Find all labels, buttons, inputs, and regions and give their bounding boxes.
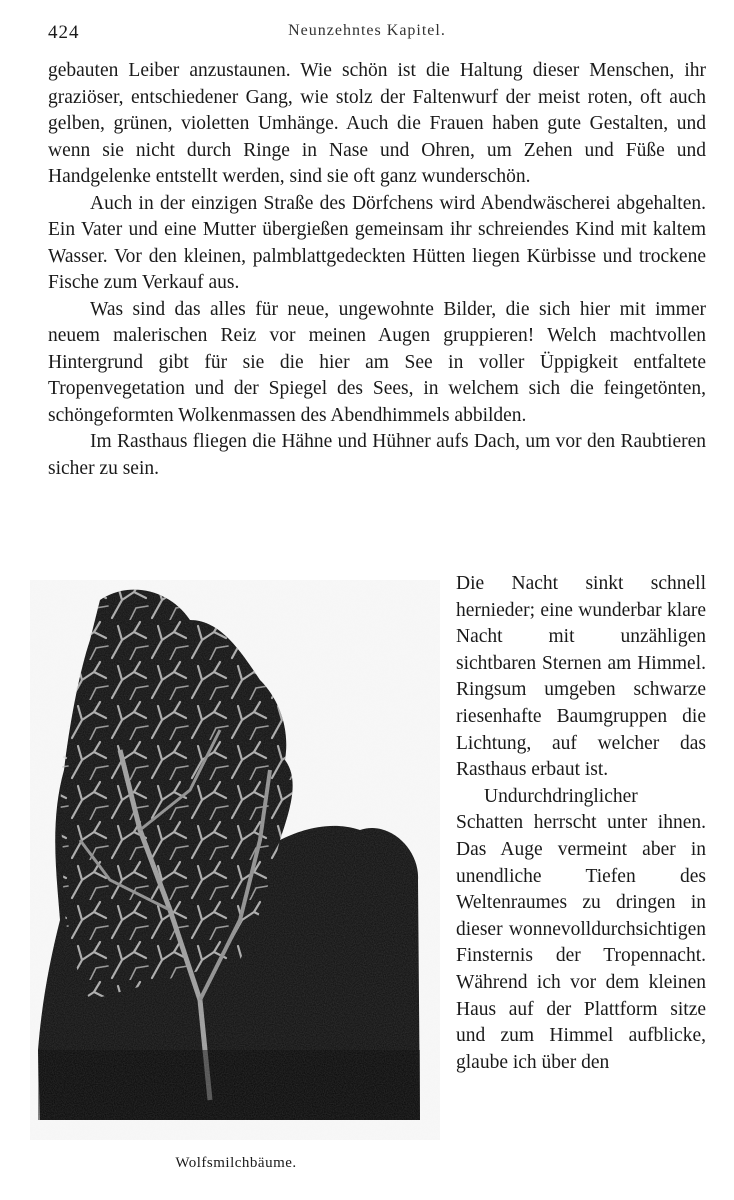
wrapped-text-column (456, 571, 706, 1076)
paragraph: Undurchdringlicher Schatten herrscht unter ihnen. Das Auge vermeint aber in unendliche Tiefen des Weltenraumes zu dringen in dieser wonnevolldurchsichtigen Finsternis der Tropennacht. Während ich vor dem kleinen Haus auf der Plattform sitze und zum Himmel aufblicke, glaube ich über den (456, 785, 706, 1073)
page-number: 424 (48, 22, 80, 43)
paragraph: Die Nacht sinkt schnell hernieder; eine wunderbar klare Nacht mit unzähligen sichtbaren Sternen am Himmel. Ringsum umgeben schwarze riesenhafte Baumgruppen die Lichtung, auf welcher das Rasthaus erbaut ist. (456, 573, 706, 781)
figure-caption: Wolfsmilchbäume. (175, 1155, 297, 1171)
body-text (48, 58, 706, 482)
paragraph: gebauten Leiber anzustaunen. Wie schön ist die Haltung dieser Menschen, ihr graziöser, entschiedener Gang, wie stolz der Faltenwurf der meist roten, oft auch gelben, grünen, violetten Umhänge. Auch die Frauen haben gute Gestalten, und wenn sie nicht durch Ringe in Nase und Ohren, um Zehen und Füße und Handgelenke entstellt werden, sind sie oft ganz wunderschön. (48, 60, 706, 187)
paragraph: Was sind das alles für neue, ungewohnte Bilder, die sich hier mit immer neuem malerischen Reiz vor meinen Augen gruppieren! Welch machtvollen Hintergrund gibt für sie die hier am See in voller Üppigkeit entfaltete Tropenvegetation und der Spiegel des Sees, in welchem sich die feingetönten, schöngeformten Wolkenmassen des Abendhimmels abbilden. (48, 298, 706, 426)
running-head: Neunzehntes Kapitel. (288, 22, 446, 39)
euphorbia-tree-photo (30, 580, 440, 1140)
paragraph: Auch in der einzigen Straße des Dörfchens wird Abendwäscherei abgehalten. Ein Vater und eine Mutter übergießen gemeinsam ihr schreiendes Kind mit kaltem Wasser. Vor den kleinen, palmblattgedeckten Hütten liegen Kürbisse und trockene Fische zum Verkauf aus. (48, 192, 706, 293)
paragraph: Im Rasthaus fliegen die Hähne und Hühner aufs Dach, um vor den Raubtieren sicher zu sein. (48, 431, 706, 479)
